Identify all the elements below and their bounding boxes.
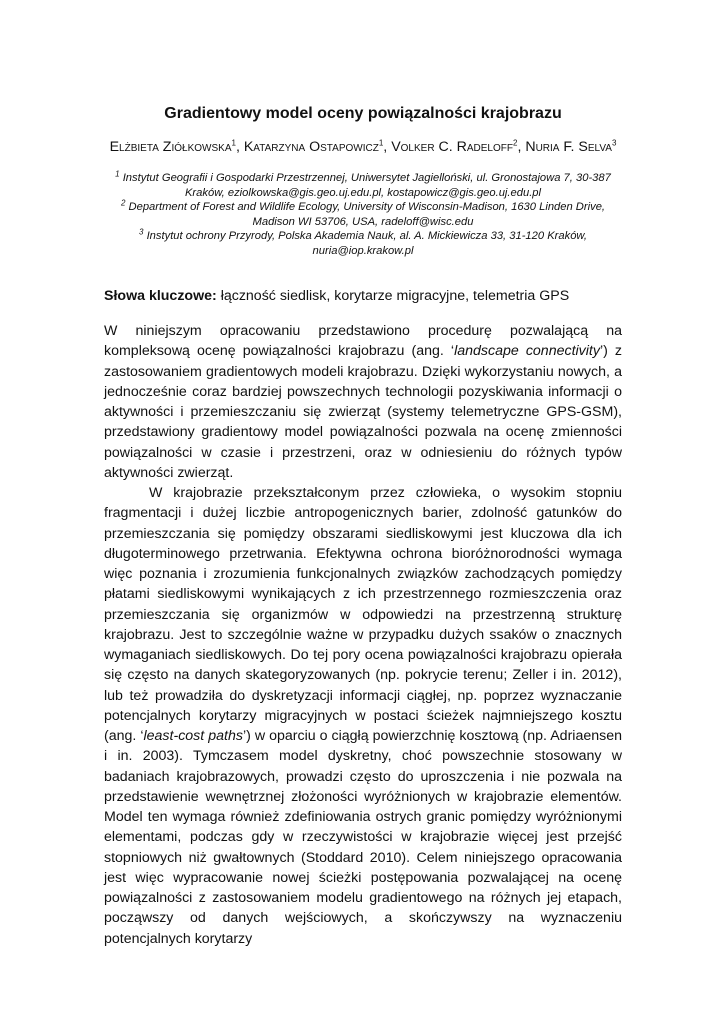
keywords-text: łączność siedlisk, korytarze migracyjne, telemetria GPS	[216, 288, 570, 304]
paragraph-text: ’) w oparciu o ciągłą powierzchnię kosztową (np. Adriaensen i in. 2003). Tymczasem model dyskretny, choć powszechnie stosowany w badaniach krajobrazowych, prowadzi często do uproszczenia i nie pozwala na przedstawienie wewnętrznej złożoności wyróżnionych w krajobrazie elementów. Model ten wymaga również zdefiniowania ostrych granic pomiędzy wyróżnionymi elementami, podczas gdy w rzeczywistości w krajobrazie więcej jest przejść stopniowych niż gwałtownych (Stoddard 2010). Celem niniejszego opracowania jest więc wypracowanie nowej ścieżki postępowania pozwalającej na ocenę powiązalności z zastosowaniem modelu gradientowego na różnych jej etapach, począwszy od danych wejściowych, a skończywszy na wyznaczeniu potencjalnych korytarzy	[104, 728, 622, 947]
author-name: Nuria F. Selva	[525, 139, 612, 155]
author-name: Elżbieta Ziółkowska	[109, 139, 232, 155]
paragraph-text: W niniejszym opracowaniu przedstawiono procedurę pozwalającą na kompleksową ocenę powiązalności krajobrazu (ang. ‘	[104, 323, 622, 360]
affiliation	[104, 229, 622, 258]
paragraph-text: ’) z zastosowaniem gradientowych modeli krajobrazu. Dzięki wykorzystaniu nowych, a jednocześnie coraz bardziej powszechnych technologii pozyskiwania informacji o aktywności i przemieszczaniu się zwierząt (systemy telemetryczne GPS-GSM), przedstawiony gradientowy model powiązalności pozwala na ocenę zmienności powiązalności w czasie i przestrzeni, oraz w odniesieniu do różnych typów aktywności zwierząt.	[104, 343, 623, 481]
author-name: Katarzyna Ostapowicz	[243, 139, 379, 155]
affiliation-mark: 3	[139, 227, 144, 237]
affiliation-text: Instytut Geografii i Gospodarki Przestrzennej, Uniwersytet Jagielloński, ul. Gronostajowa 7, 30-387 Kraków, eziolkowska@gis.geo.uj.edu.pl, kostapowicz@gis.geo.uj.edu.pl	[122, 172, 611, 199]
paragraph	[104, 321, 622, 483]
author-separator: ,	[517, 139, 526, 155]
author-affiliation-mark: 2	[513, 138, 518, 148]
author-name: Volker C. Radeloff	[391, 139, 513, 155]
author-affiliation-mark: 3	[611, 138, 617, 148]
author-list	[104, 138, 622, 157]
paragraph-italic-term: landscape connectivity	[454, 343, 600, 360]
author-affiliation-mark: 1	[378, 138, 384, 148]
author-separator: ,	[235, 139, 244, 155]
paragraph-italic-term: least-cost paths	[143, 728, 243, 744]
body-text	[104, 321, 622, 949]
keywords-line	[104, 287, 622, 306]
affiliation-text: Instytut ochrony Przyrody, Polska Akademia Nauk, al. A. Mickiewicza 33, 31-120 Kraków, nuria@iop.krakow.pl	[146, 230, 587, 257]
paper-title: Gradientowy model oceny powiązalności krajobrazu	[164, 105, 562, 122]
paragraph-text: W krajobrazie przekształconym przez człowieka, o wysokim stopniu fragmentacji i dużej liczbie antropogenicznych barier, zdolność gatunków do przemieszczania się pomiędzy obszarami siedliskowymi jest kluczowa dla ich długoterminowego przetrwania. Efektywna ochrona bioróżnorodności wymaga więc poznania i zrozumienia funkcjonalnych związków zachodzących pomiędzy płatami siedliskowymi wynikających z ich przestrzennego rozmieszczenia oraz przemieszczania się organizmów w odpowiedzi na przestrzenną strukturę krajobrazu. Jest to szczególnie ważne w przypadku dużych ssaków o znacznych wymaganiach siedliskowych. Do tej pory ocena powiązalności krajobrazu opierała się często na danych skategoryzowanych (np. pokrycie terenu; Zeller i in. 2012), lub też prowadziła do dyskretyzacji informacji ciągłej, np. poprzez wyznaczanie potencjalnych korytarzy migracyjnych w postaci ścieżek najmniejszego kosztu (ang. ‘	[104, 485, 622, 744]
affiliation-mark: 1	[115, 169, 120, 179]
paragraph	[104, 483, 622, 949]
affiliation	[104, 200, 622, 229]
affiliation-list	[104, 171, 622, 259]
affiliation-text: Department of Forest and Wildlife Ecology, University of Wisconsin-Madison, 1630 Linden Drive, Madison WI 53706, USA, radeloff@wisc.edu	[128, 201, 606, 228]
author-separator: ,	[383, 139, 392, 155]
keywords-label: Słowa kluczowe:	[104, 288, 217, 304]
affiliation	[104, 171, 622, 200]
author-affiliation-mark: 1	[231, 138, 236, 148]
affiliation-mark: 2	[120, 198, 126, 208]
